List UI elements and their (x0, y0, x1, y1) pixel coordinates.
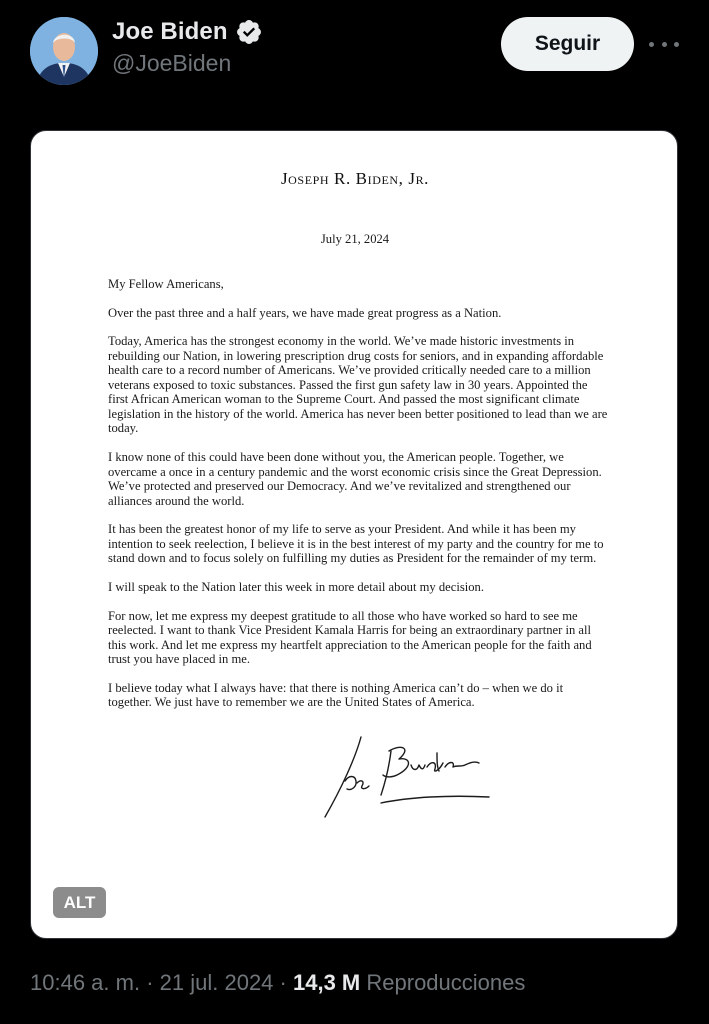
letter-paragraph: I believe today what I always have: that there is nothing America can’t do – when we do it together. We just have to remember we are the United States of America. (108, 680, 564, 710)
avatar[interactable] (30, 17, 98, 85)
tweet-date[interactable]: 21 jul. 2024 (159, 970, 274, 995)
letter-paragraph: For now, let me express my deepest gratitude to all those who have worked so hard to see me reelected. I want to thank Vice President Kamala Harris for being an extraordinary partner in all this work. And let me express my heartfelt appreciation to the American people for the faith and trust you have placed in me. (108, 608, 592, 667)
more-dot (674, 42, 679, 47)
letter-paragraph: I know none of this could have been done without you, the American people. Together, we overcame a once in a century pandemic and the worst economic crisis since the Great Depression. We’ve protected and preserved our Democracy. And we’ve revitalized and strengthened our alliances around the world. (108, 450, 602, 508)
more-dot (662, 42, 667, 47)
letter-paragraph: Over the past three and a half years, we have made great progress as a Nation. (108, 305, 502, 320)
meta-separator: · (279, 970, 287, 995)
letter-salutation: My Fellow Americans, (108, 277, 224, 291)
author-name-row (112, 18, 263, 46)
tweet-time[interactable]: 10:46 a. m. (30, 970, 141, 995)
author-info (112, 18, 263, 77)
follow-button[interactable]: Seguir (501, 17, 634, 71)
author-handle[interactable]: @JoeBiden (112, 50, 232, 76)
letter-date: July 21, 2024 (320, 232, 390, 246)
tweet-media-image[interactable] (30, 130, 678, 939)
handwritten-signature (319, 731, 499, 823)
view-count: 14,3 M (293, 970, 361, 995)
verified-badge-icon[interactable] (235, 18, 263, 46)
more-options-icon[interactable] (649, 30, 679, 58)
letter-paragraph: Today, America has the strongest economy in the world. We’ve made historic investments in rebuilding our Nation, in lowering prescription drug costs for seniors, and in expanding affordable health care to a record number of Americans. We’ve provided critically needed care to a million veterans exposed to toxic substances. Passed the first gun safety law in 30 years. Appointed the first African American woman to the Supreme Court. And passed the most significant climate legislation in the history of the world. America has never been better positioned to lead than we are today. (108, 334, 608, 436)
view-count-label: Reproducciones (366, 970, 526, 995)
letterhead: Joseph R. Biden, Jr. (280, 169, 430, 188)
meta-separator: · (146, 970, 154, 995)
letter-paragraph: It has been the greatest honor of my life to serve as your President. And while it has been my intention to seek reelection, I believe it is in the best interest of my party and the country for me to stand down and to focus solely on fulfilling my duties as President for the remainder of my term. (108, 522, 604, 566)
avatar-image (30, 17, 98, 85)
tweet-meta (30, 970, 525, 996)
letter-body (108, 277, 608, 724)
alt-text-badge[interactable]: ALT (53, 887, 106, 918)
letter-paragraph: I will speak to the Nation later this week in more detail about my decision. (108, 579, 484, 594)
letter-document (31, 131, 678, 939)
more-dot (649, 42, 654, 47)
author-name[interactable]: Joe Biden (112, 18, 228, 45)
tweet-header (0, 0, 709, 110)
